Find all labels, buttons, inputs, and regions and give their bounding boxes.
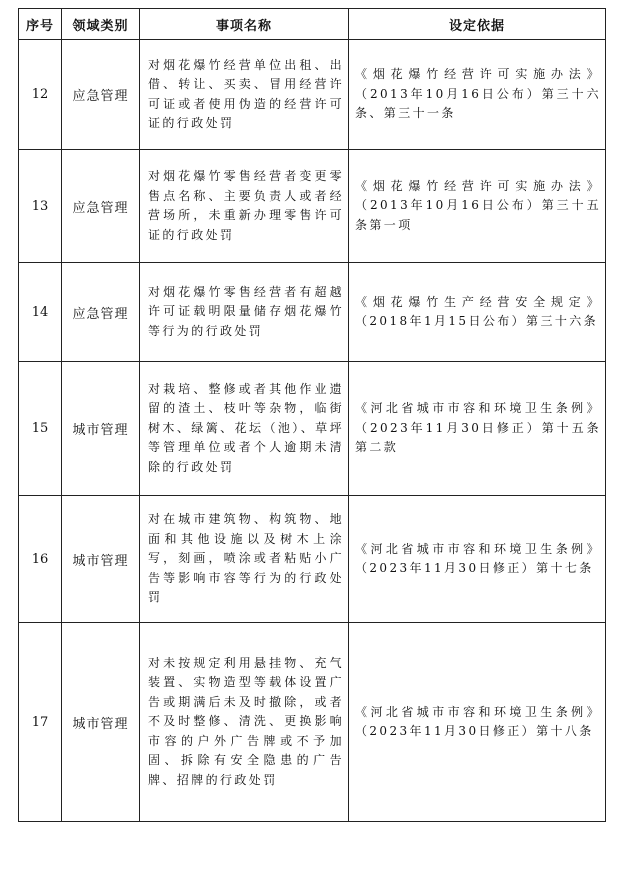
row-field-category: 应急管理	[62, 263, 140, 362]
table-row	[19, 496, 606, 623]
row-item-name: 对未按规定利用悬挂物、充气装置、实物造型等载体设置广告或期满后未及时撤除，或者不及时整修、清洗、更换影响市容的户外广告牌或不予加固、拆除有安全隐患的广告牌、招牌的行政处罚	[140, 623, 349, 822]
row-legal-basis: 《河北省城市市容和环境卫生条例》（2023年11月30日修正）第十五条第二款	[349, 362, 606, 496]
header-serial-number: 序号	[19, 9, 62, 40]
regulation-table	[18, 8, 606, 822]
header-legal-basis: 设定依据	[349, 9, 606, 40]
row-legal-basis: 《河北省城市市容和环境卫生条例》（2023年11月30日修正）第十七条	[349, 496, 606, 623]
header-item-name: 事项名称	[140, 9, 349, 40]
header-field-category: 领域类别	[62, 9, 140, 40]
row-field-category: 城市管理	[62, 623, 140, 822]
row-field-category: 城市管理	[62, 496, 140, 623]
table-row	[19, 263, 606, 362]
table-row	[19, 362, 606, 496]
row-item-name: 对烟花爆竹经营单位出租、出借、转让、买卖、冒用经营许可证或者使用伪造的经营许可证的行政处罚	[140, 40, 349, 150]
row-serial-number: 14	[19, 263, 62, 362]
row-field-category: 应急管理	[62, 40, 140, 150]
row-item-name: 对烟花爆竹零售经营者变更零售点名称、主要负责人或者经营场所，未重新办理零售许可证的行政处罚	[140, 150, 349, 263]
document-page	[18, 8, 605, 822]
table-row	[19, 150, 606, 263]
table-row	[19, 40, 606, 150]
row-legal-basis: 《烟花爆竹生产经营安全规定》（2018年1月15日公布）第三十六条	[349, 263, 606, 362]
row-serial-number: 15	[19, 362, 62, 496]
row-item-name: 对栽培、整修或者其他作业遗留的渣土、枝叶等杂物，临街树木、绿篱、花坛（池）、草坪等管理单位或者个人逾期未清除的行政处罚	[140, 362, 349, 496]
row-serial-number: 12	[19, 40, 62, 150]
table-row	[19, 623, 606, 822]
row-legal-basis: 《烟花爆竹经营许可实施办法》（2013年10月16日公布）第三十五条第一项	[349, 150, 606, 263]
row-item-name: 对烟花爆竹零售经营者有超越许可证载明限量储存烟花爆竹等行为的行政处罚	[140, 263, 349, 362]
row-field-category: 城市管理	[62, 362, 140, 496]
row-serial-number: 17	[19, 623, 62, 822]
row-field-category: 应急管理	[62, 150, 140, 263]
table-header-row	[19, 9, 606, 40]
row-item-name: 对在城市建筑物、构筑物、地面和其他设施以及树木上涂写，刻画，喷涂或者粘贴小广告等影响市容等行为的行政处罚	[140, 496, 349, 623]
row-serial-number: 16	[19, 496, 62, 623]
row-legal-basis: 《河北省城市市容和环境卫生条例》（2023年11月30日修正）第十八条	[349, 623, 606, 822]
row-legal-basis: 《烟花爆竹经营许可实施办法》（2013年10月16日公布）第三十六条、第三十一条	[349, 40, 606, 150]
row-serial-number: 13	[19, 150, 62, 263]
